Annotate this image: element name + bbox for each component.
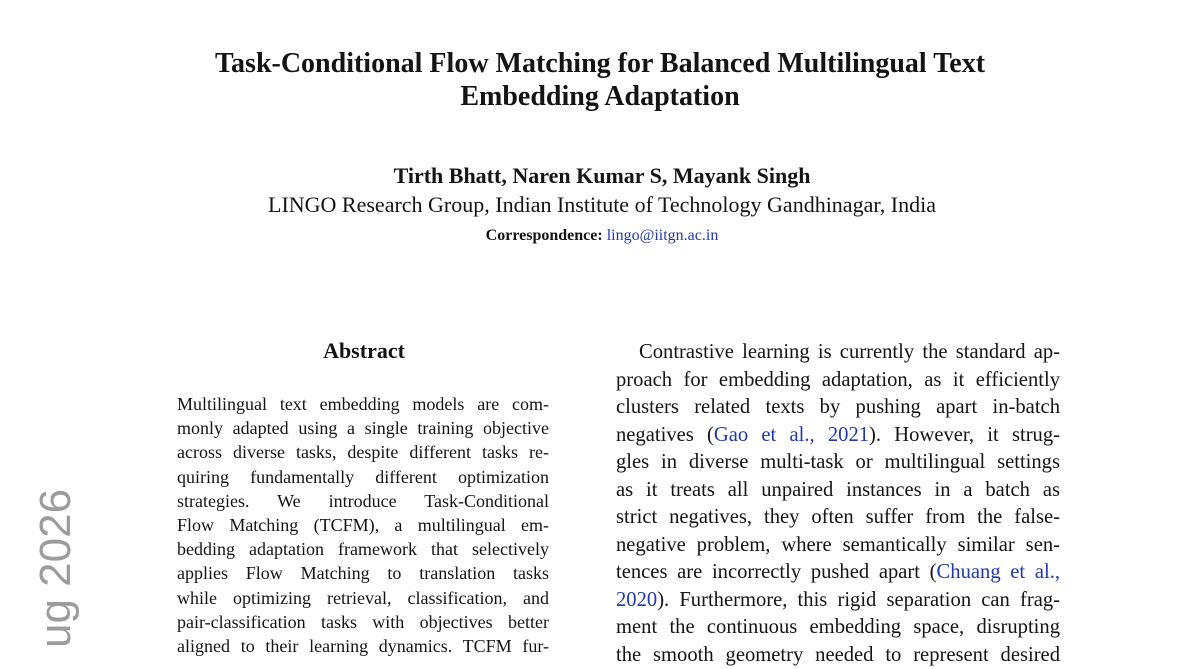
correspondence-label: Correspondence:	[486, 227, 603, 244]
abstract-line: while optimizing retrieval, classification, and	[177, 586, 549, 610]
correspondence	[150, 226, 1054, 246]
paper-title-line-1: Task-Conditional Flow Matching for Balanced Multilingual Text	[150, 47, 1050, 81]
intro-line: negative problem, where semantically similar sen-	[616, 532, 1060, 560]
intro-line	[616, 422, 1060, 450]
abstract-line: strategies. We introduce Task-Conditional	[177, 489, 549, 513]
intro-text: tences are incorrectly pushed apart (	[616, 561, 937, 583]
paper-affiliation: LINGO Research Group, Indian Institute of Technology Gandhinagar, India	[150, 192, 1054, 218]
arxiv-side-stamp: ug 2026	[34, 489, 78, 648]
paper-title-line-2: Embedding Adaptation	[150, 80, 1050, 114]
citation-link-chuang[interactable]: Chuang et al.,	[937, 561, 1060, 583]
intro-line: gles in diverse multi-task or multilingual settings	[616, 449, 1060, 477]
intro-text: ). Furthermore, this rigid separation can frag-	[657, 589, 1060, 611]
paper-authors: Tirth Bhatt, Naren Kumar S, Mayank Singh	[150, 163, 1054, 189]
abstract-line: monly adapted using a single training objective	[177, 416, 549, 440]
intro-line: the smooth geometry needed to represent desired	[616, 642, 1060, 669]
intro-line: strict negatives, they often suffer from the false-	[616, 504, 1060, 532]
intro-text: ). However, it strug-	[869, 424, 1060, 446]
intro-text: negatives (	[616, 424, 714, 446]
abstract-line: Multilingual text embedding models are com-	[177, 392, 549, 416]
intro-line: Contrastive learning is currently the standard ap-	[616, 339, 1060, 367]
abstract-line: Flow Matching (TCFM), a multilingual em-	[177, 513, 549, 537]
intro-line	[616, 559, 1060, 587]
correspondence-email-link[interactable]: lingo@iitgn.ac.in	[607, 227, 719, 244]
abstract-line: quiring fundamentally different optimization	[177, 465, 549, 489]
intro-line	[616, 587, 1060, 615]
abstract-line: aligned to their learning dynamics. TCFM fur-	[177, 634, 549, 658]
intro-line: as it treats all unpaired instances in a batch as	[616, 477, 1060, 505]
abstract-line: bedding adaptation framework that selectively	[177, 537, 549, 561]
abstract-line: pair-classification tasks with objectives better	[177, 610, 549, 634]
intro-line: ment the continuous embedding space, disrupting	[616, 614, 1060, 642]
introduction-paragraph	[616, 339, 1060, 669]
citation-link-chuang-year[interactable]: 2020	[616, 589, 657, 611]
intro-line: clusters related texts by pushing apart in-batch	[616, 394, 1060, 422]
abstract-body	[177, 392, 549, 658]
abstract-line: applies Flow Matching to translation tasks	[177, 561, 549, 585]
intro-line: proach for embedding adaptation, as it efficiently	[616, 367, 1060, 395]
citation-link-gao[interactable]: Gao et al., 2021	[714, 424, 869, 446]
abstract-heading: Abstract	[178, 338, 550, 364]
abstract-line: across diverse tasks, despite different tasks re-	[177, 440, 549, 464]
